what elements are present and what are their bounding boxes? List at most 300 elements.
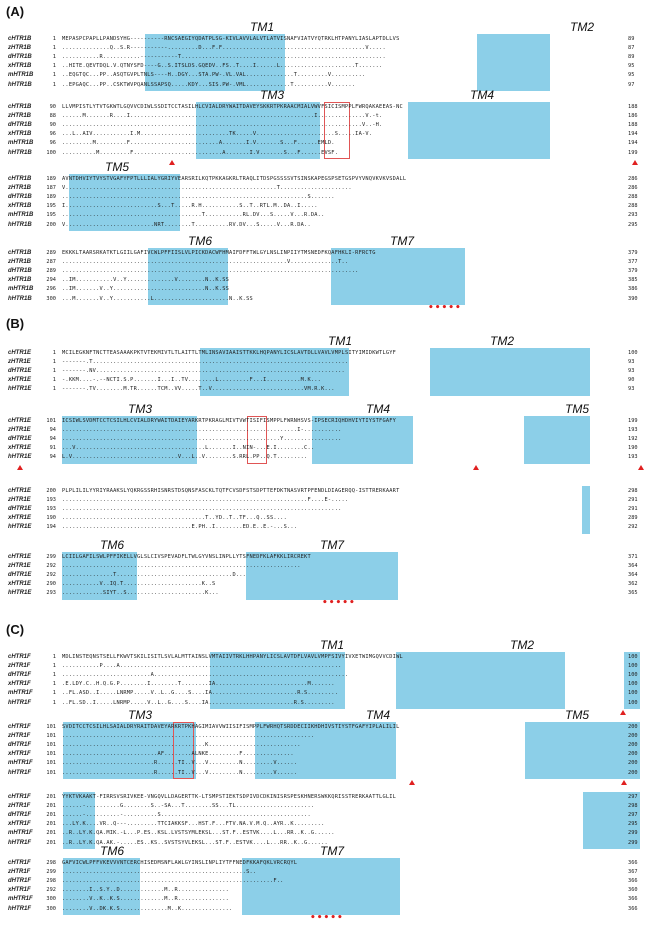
start-position: 1 xyxy=(52,350,56,356)
end-position: 298 xyxy=(628,803,638,810)
start-position: 187 xyxy=(46,185,56,192)
sequence-text: ..........M.........F..........................A.......I.V.......S...F......EVSF. xyxy=(62,149,339,156)
sequence-name: zHTR1F xyxy=(8,733,31,740)
sequence-row xyxy=(0,367,650,376)
sequence-name: dHTR1B xyxy=(8,268,32,275)
sequence-name: mHTR1B xyxy=(8,140,34,147)
end-position: 193 xyxy=(628,454,638,461)
tm-label: TM5 xyxy=(565,402,589,416)
start-position: 299 xyxy=(46,869,56,876)
end-position: 200 xyxy=(628,733,638,740)
sequence-name: hHTR1B xyxy=(8,149,32,156)
sequence-row xyxy=(0,376,650,385)
sequence-text: ................................................................Y................. xyxy=(62,436,342,443)
sequence-name: cHTR1B xyxy=(8,250,32,256)
sequence-name: xHTR1B xyxy=(8,277,32,284)
start-position: 287 xyxy=(46,259,56,266)
tm-label: TM6 xyxy=(100,538,124,552)
sequence-row xyxy=(0,184,650,193)
end-position: 299 xyxy=(628,830,638,837)
tm-label: TM7 xyxy=(390,234,414,248)
end-position: 200 xyxy=(628,724,638,730)
tm-label: TM2 xyxy=(510,638,534,652)
red-triangle-marker xyxy=(473,465,479,470)
sequence-row xyxy=(0,202,650,211)
start-position: 101 xyxy=(46,751,56,758)
sequence-text: MCILEGKNFTNCTTEASAAAKPKTVTEKMIVTLTLAITTLTMLINSAVIAAISTTKKLHQPANYLICSLAVTDLLVAVLVMPLSITYIMIDKWTLGYF xyxy=(62,350,397,356)
sequence-text: ..R..LY.K.QA.MIK.-L...P.ES..KSL.LVSTSYMLEKSL...ST.F..ESTVK....L...RR..K..G...... xyxy=(62,830,335,837)
alignment-block xyxy=(0,88,650,168)
sequence-text: PLPLILILYYRIYRAAKSLYQKRGSSRHISNRSTDSQNSFASCKLTQTFCVSDFSTSDPTTEFDKTNASVRTPFENDLDIAGERQQ-ISTTRERKAART xyxy=(62,488,400,494)
alignment-block xyxy=(0,160,650,240)
end-position: 364 xyxy=(628,572,638,579)
tm-label: TM1 xyxy=(320,638,344,652)
end-position: 386 xyxy=(628,286,638,293)
alignment-block xyxy=(0,844,650,924)
tm-label: TM5 xyxy=(565,708,589,722)
sequence-text: ...............T..................................D... xyxy=(62,572,247,579)
end-position: 188 xyxy=(628,122,638,129)
start-position: 1 xyxy=(52,36,56,42)
start-position: 1 xyxy=(52,654,56,660)
sequence-text: ........................................................................S....... xyxy=(62,194,335,201)
sequence-name: zHTR1E xyxy=(8,497,31,504)
end-position: 199 xyxy=(628,418,638,424)
sequence-row xyxy=(0,793,650,802)
sequence-text: ........V..K..K.S.............M..R............... xyxy=(62,896,230,903)
sequence-row xyxy=(0,444,650,453)
alignment-block xyxy=(0,708,650,788)
end-position: 97 xyxy=(628,81,635,88)
sequence-row xyxy=(0,759,650,768)
start-position: 201 xyxy=(46,794,56,800)
tm-label: TM3 xyxy=(260,88,284,102)
start-position: 101 xyxy=(46,733,56,740)
sequence-name: mHTR1F xyxy=(8,896,33,903)
sequence-row xyxy=(0,35,650,44)
start-position: 289 xyxy=(46,250,56,256)
sequence-row xyxy=(0,295,650,304)
sequence-row xyxy=(0,487,650,496)
end-position: 377 xyxy=(628,259,638,266)
end-position: 365 xyxy=(628,590,638,597)
sequence-row xyxy=(0,811,650,820)
sequence-name: xHTR1E xyxy=(8,377,32,384)
tm-label: TM6 xyxy=(188,234,212,248)
sequence-name: hHTR1E xyxy=(8,590,32,597)
end-position: 366 xyxy=(628,905,638,912)
end-position: 93 xyxy=(628,359,635,366)
sequence-row xyxy=(0,671,650,680)
sequence-text: ...L..AIV...........I.M..........................TK.....V.......................S.....IA-V. xyxy=(62,131,373,138)
end-position: 95 xyxy=(628,63,635,70)
sequence-name: xHTR1F xyxy=(8,681,31,688)
sequence-name: zHTR1E xyxy=(8,359,31,366)
end-position: 186 xyxy=(628,113,638,120)
start-position: 201 xyxy=(46,839,56,846)
start-position: 1 xyxy=(52,81,56,88)
sequence-text: ......................................................S.. xyxy=(62,869,257,876)
alignment-block xyxy=(0,334,650,405)
end-position: 200 xyxy=(628,742,638,749)
start-position: 189 xyxy=(46,194,56,201)
sequence-row xyxy=(0,553,650,562)
tm-label: TM2 xyxy=(570,20,594,34)
panel-1 xyxy=(0,4,650,316)
sequence-row xyxy=(0,562,650,571)
end-position: 89 xyxy=(628,54,635,61)
end-position: 194 xyxy=(628,140,638,147)
sequence-row xyxy=(0,662,650,671)
sequence-row xyxy=(0,249,650,258)
sequence-text: -------.TV........M.TR......TCM..VV.....T..V...........................VM.R.K... xyxy=(62,386,335,393)
sequence-row xyxy=(0,130,650,139)
start-position: 294 xyxy=(46,277,56,284)
sequence-row xyxy=(0,859,650,868)
sequence-name: hHTR1B xyxy=(8,221,32,228)
sequence-text: ...........P....A................................................................. xyxy=(62,663,342,670)
sequence-text: GAFVICWLPFFVKEVVVNTCERCHISEDMSNFLAWLGYINSLINPLIYTFFNEDFKKAFQKLVRCRQYL xyxy=(62,860,298,866)
sequence-row xyxy=(0,820,650,829)
sequence-row xyxy=(0,523,650,532)
sequence-name: mHTR1B xyxy=(8,212,34,219)
panel-3 xyxy=(0,622,650,945)
end-position: 190 xyxy=(628,445,638,452)
start-position: 201 xyxy=(46,830,56,837)
sequence-text: ..FL.ASD..I.....LNRMP.....V..L..G....S....IA.........................R.S......... xyxy=(62,690,339,697)
start-position: 195 xyxy=(46,212,56,219)
sequence-name: mHTR1F xyxy=(8,760,33,767)
start-position: 101 xyxy=(46,742,56,749)
sequence-row xyxy=(0,267,650,276)
sequence-text: YYKTVKAAKT-FIRRSVSRIVKEE-VNGQVLLDAGERTTK-LTSMPSTIEKTSDPIVDCDKINISRSPESKHNERSWKKQRISSTRERKAATTLGLIL xyxy=(62,794,397,800)
sequence-name: xHTR1E xyxy=(8,581,32,588)
sequence-text: ..IM.......V..Y...........................N..K.SS xyxy=(62,286,230,293)
sequence-name: dHTR1E xyxy=(8,368,32,375)
start-position: 101 xyxy=(46,769,56,776)
end-position: 366 xyxy=(628,860,638,866)
sequence-name: zHTR1E xyxy=(8,563,31,570)
sequence-name: xHTR1B xyxy=(8,131,32,138)
sequence-name: zHTR1F xyxy=(8,663,31,670)
end-position: 295 xyxy=(628,221,638,228)
sequence-row xyxy=(0,139,650,148)
sequence-name: cHTR1E xyxy=(8,350,32,356)
end-position: 371 xyxy=(628,554,638,560)
sequence-row xyxy=(0,496,650,505)
sequence-row xyxy=(0,175,650,184)
end-position: 193 xyxy=(628,427,638,434)
sequence-text: ......................................E.PH..I........ED.E..E.-...S... xyxy=(62,524,298,531)
sequence-name: hHTR1F xyxy=(8,839,31,846)
sequence-text: L.V...............................V...L..V........S.RRL.PP..Q.T......... xyxy=(62,454,308,461)
sequence-text: ......-..........G........S..-SA...T........SS...TL....................... xyxy=(62,803,315,810)
sequence-name: dHTR1B xyxy=(8,54,32,61)
start-position: 1 xyxy=(52,368,56,375)
end-position: 286 xyxy=(628,176,638,182)
sequence-text: -.KKM....-.--NCTI.S.P.......I...I..TV........L.........F...I..........M.K... xyxy=(62,377,322,384)
end-position: 360 xyxy=(628,887,638,894)
start-position: 1 xyxy=(52,359,56,366)
sequence-text: ..EQGTQC...PP..ASQTGVPLTNLS----H..DGY...STA.PW-.VL.VAL..............T.........V.......... xyxy=(62,72,366,79)
start-position: 1 xyxy=(52,663,56,670)
sequence-text: ..................................................................V..............T.. xyxy=(62,259,349,266)
sequence-row xyxy=(0,211,650,220)
sequence-name: mHTR1F xyxy=(8,830,33,837)
sequence-name: zHTR1B xyxy=(8,185,32,192)
end-position: 364 xyxy=(628,563,638,570)
sequence-name: cHTR1B xyxy=(8,176,32,182)
start-position: 193 xyxy=(46,497,56,504)
start-position: 292 xyxy=(46,887,56,894)
sequence-text: V..............................................................T..................... xyxy=(62,185,352,192)
sequence-text: MEPASPCPAPLLPANDSYHG----------RNCSAEGIYQDATPLSG-KIVLAVVLALVTLATVISNAFVIATVYQTRKLHTPANYLIASLAPTDLLVS xyxy=(62,36,400,42)
sequence-row xyxy=(0,680,650,689)
sequence-text: ICSIWLSVDMTCCTCSILHLCVIALDRYWAITDAIEYARKRTPKRAGLMIVTVWTISIFISMPPLFWRNHSVS-IPSECRIQHDHVIYTIYSTFGAFY xyxy=(62,418,397,424)
sequence-row xyxy=(0,886,650,895)
sequence-text: ...LY.K....VR..Q---.........TTCIAKKSF...HST.F...FTV.NA.V.M.Q..AYR..K......... xyxy=(62,821,325,828)
start-position: 201 xyxy=(46,821,56,828)
sequence-name: hHTR1B xyxy=(8,295,32,302)
sequence-text: .E.LDY.C..H.Q.G.P........I........T........IA...........................M....... xyxy=(62,681,335,688)
end-position: 100 xyxy=(628,699,638,706)
tm-label: TM6 xyxy=(100,844,124,858)
red-dots-marker: ••••• xyxy=(310,912,344,923)
end-position: 367 xyxy=(628,869,638,876)
sequence-text: V..........................NRT........T..........RV.DV...S.....V...R.DA.. xyxy=(62,221,311,228)
sequence-name: zHTR1F xyxy=(8,869,31,876)
sequence-name: hHTR1F xyxy=(8,769,31,776)
end-position: 379 xyxy=(628,268,638,275)
sequence-text: ........................................................................................V..-H. xyxy=(62,122,383,129)
sequence-row xyxy=(0,121,650,130)
sequence-text: ...........V..IQ.T.......................K..S xyxy=(62,581,216,588)
start-position: 300 xyxy=(46,295,56,302)
tm-label: TM4 xyxy=(366,708,390,722)
alignment-block xyxy=(0,402,650,473)
start-position: 289 xyxy=(46,268,56,275)
end-position: 291 xyxy=(628,506,638,513)
sequence-text: ...................................................................... xyxy=(62,563,301,570)
tm-label: TM4 xyxy=(470,88,494,102)
start-position: 195 xyxy=(46,203,56,210)
start-position: 90 xyxy=(49,104,56,110)
sequence-row xyxy=(0,285,650,294)
sequence-text: ...........R...........-----------T............................................................ xyxy=(62,54,386,61)
sequence-text: .......................................................................... xyxy=(62,733,315,740)
panel-label: (C) xyxy=(6,622,25,637)
start-position: 96 xyxy=(49,131,56,138)
alignment-block xyxy=(0,638,650,718)
panel-label: (B) xyxy=(6,316,25,331)
sequence-name: cHTR1F xyxy=(8,860,31,866)
sequence-text: ..........................................K........................... xyxy=(62,742,301,749)
sequence-text: SVDITCCTCSILHLSAIALDRYRAITDAVEYARKRTPKHAGIMIAVVWIISIFISMPPLFWRHQTSRDDECIIKHDHIVSTIYSTFGAFYIPLALILIL xyxy=(62,724,400,730)
start-position: 1 xyxy=(52,690,56,697)
end-position: 366 xyxy=(628,878,638,885)
end-position: 293 xyxy=(628,212,638,219)
start-position: 200 xyxy=(46,221,56,228)
sequence-text: ............................AF........ALNKE.........F............... xyxy=(62,751,294,758)
sequence-name: hHTR1E xyxy=(8,454,32,461)
start-position: 1 xyxy=(52,377,56,384)
end-position: 288 xyxy=(628,194,638,201)
sequence-row xyxy=(0,193,650,202)
sequence-text: AVNTDHVIYTVYSTVGAFYFPTLLLIALYGRIYVEARSRILKQTPKKAGKRLTRAQLITDSPGSSSSVTSINSKAPEGSPSETGSPVYVNQVKVKVSDALL xyxy=(62,176,407,182)
sequence-name: xHTR1E xyxy=(8,515,32,522)
sequence-name: xHTR1F xyxy=(8,751,31,758)
start-position: 90 xyxy=(49,122,56,129)
end-position: 289 xyxy=(628,515,638,522)
alignment-block xyxy=(0,234,650,314)
start-position: 1 xyxy=(52,672,56,679)
end-position: 379 xyxy=(628,250,638,256)
sequence-row xyxy=(0,689,650,698)
sequence-text: LCIILGAFILSWLPFFIKELLVGLSLCIVSPEVADFLTWLGYVNSLINPLLYTSFNEDFKLAFKKLIRCREKT xyxy=(62,554,311,560)
end-position: 298 xyxy=(628,488,638,494)
end-position: 200 xyxy=(628,751,638,758)
end-position: 100 xyxy=(628,681,638,688)
sequence-name: cHTR1F xyxy=(8,794,31,800)
start-position: 194 xyxy=(46,524,56,531)
start-position: 94 xyxy=(49,454,56,461)
start-position: 1 xyxy=(52,72,56,79)
sequence-name: cHTR1F xyxy=(8,654,31,660)
start-position: 88 xyxy=(49,113,56,120)
end-position: 292 xyxy=(628,524,638,531)
start-position: 201 xyxy=(46,803,56,810)
sequence-name: xHTR1F xyxy=(8,887,31,894)
sequence-text: ..IM...........V..Y..............V........N..K.SS xyxy=(62,277,230,284)
end-position: 200 xyxy=(628,760,638,767)
tm-label: TM1 xyxy=(250,20,274,34)
sequence-name: dHTR1B xyxy=(8,122,32,129)
sequence-text: .........M.........F..........................A.......I.V.......S...F......EMLD. xyxy=(62,140,335,147)
end-position: 87 xyxy=(628,45,635,52)
end-position: 390 xyxy=(628,295,638,302)
sequence-row xyxy=(0,741,650,750)
sequence-text: I...........................S...T.....R.H...........S..T..RTL.M..DA..I..... xyxy=(62,203,318,210)
end-position: 93 xyxy=(628,386,635,393)
end-position: 194 xyxy=(628,131,638,138)
sequence-text: ..R..LY.K.QA.AK.-.....ES..KS..SVSTSYVLEKSL...ST.F..ESTVK....L...RR..K..G...... xyxy=(62,839,328,846)
sequence-name: dHTR1F xyxy=(8,878,31,885)
sequence-text: .....................................................................I-........... xyxy=(62,427,342,434)
sequence-row xyxy=(0,258,650,267)
red-dots-marker: ••••• xyxy=(428,302,462,313)
end-position: 100 xyxy=(628,672,638,679)
tm-label: TM3 xyxy=(128,402,152,416)
sequence-name: cHTR1E xyxy=(8,418,32,424)
start-position: 1 xyxy=(52,386,56,393)
sequence-text: MDLINSTEQNSTSELLFKWVTSKILISITLSVLALMTTAINSLVMTAIIVTRKLHHPANYLICSLAVTDFLVAVLVMPFSIVYIVXETWIMGQVVCDIWL xyxy=(62,654,403,660)
sequence-name: zHTR1B xyxy=(8,45,32,52)
sequence-text: ......M.......R....I......................................................I..............V.-t. xyxy=(62,113,383,120)
sequence-row xyxy=(0,877,650,886)
sequence-text: ...V......................................L.......I..NIN-...E.I........C.. xyxy=(62,445,315,452)
sequence-text: ..............Q..S.R-----------.........D...F.F..........................................V..... xyxy=(62,45,386,52)
end-position: 100 xyxy=(628,654,638,660)
start-position: 300 xyxy=(46,905,56,912)
sequence-row xyxy=(0,732,650,741)
start-position: 298 xyxy=(46,860,56,866)
sequence-name: zHTR1E xyxy=(8,427,31,434)
start-position: 300 xyxy=(46,896,56,903)
sequence-row xyxy=(0,580,650,589)
start-position: 100 xyxy=(46,149,56,156)
end-position: 385 xyxy=(628,277,638,284)
sequence-row xyxy=(0,453,650,462)
start-position: 292 xyxy=(46,563,56,570)
end-position: 295 xyxy=(628,821,638,828)
end-position: 299 xyxy=(628,839,638,846)
sequence-text: ...........................R......TI..V...V.........N.........V...... xyxy=(62,769,298,776)
start-position: 193 xyxy=(46,506,56,513)
end-position: 362 xyxy=(628,581,638,588)
end-position: 366 xyxy=(628,896,638,903)
sequence-text: ..........................................T..YD..T..TF...Q..SS.... xyxy=(62,515,287,522)
tm-label: TM7 xyxy=(320,538,344,552)
sequence-text: ........V..DK.K.S..............M..K............... xyxy=(62,905,233,912)
sequence-name: dHTR1B xyxy=(8,194,32,201)
start-position: 296 xyxy=(46,286,56,293)
alignment-block xyxy=(0,472,650,543)
sequence-row xyxy=(0,103,650,112)
sequence-row xyxy=(0,112,650,121)
sequence-name: zHTR1B xyxy=(8,113,32,120)
sequence-row xyxy=(0,829,650,838)
sequence-text: -------.T........................................................................... xyxy=(62,359,349,366)
sequence-name: dHTR1F xyxy=(8,672,31,679)
end-position: 89 xyxy=(628,36,635,42)
sequence-text: .................................................................................. xyxy=(62,506,342,513)
red-triangle-marker xyxy=(638,465,644,470)
start-position: 293 xyxy=(46,590,56,597)
start-position: 298 xyxy=(46,878,56,885)
sequence-text: ..HITE.QEVTDQL.V.QTNYSFD----G..S.ITSLDS.GQEDV..FS..T....I......L......................T....... xyxy=(62,63,383,70)
sequence-row xyxy=(0,349,650,358)
sequence-row xyxy=(0,769,650,778)
end-position: 297 xyxy=(628,812,638,819)
sequence-row xyxy=(0,149,650,158)
start-position: 96 xyxy=(49,140,56,147)
sequence-text: ..FL.SD..I.....LNRMP.....V..L..G....S....IA.........................R.S......... xyxy=(62,699,335,706)
sequence-name: xHTR1B xyxy=(8,203,32,210)
tm-label: TM5 xyxy=(105,160,129,174)
red-triangle-marker xyxy=(17,465,23,470)
sequence-row xyxy=(0,71,650,80)
start-position: 101 xyxy=(46,760,56,767)
sequence-text: ......-..........-..........S............................................ xyxy=(62,812,311,819)
start-position: 94 xyxy=(49,427,56,434)
panel-label: (A) xyxy=(6,4,25,19)
sequence-name: cHTR1B xyxy=(8,104,32,110)
end-position: 288 xyxy=(628,203,638,210)
sequence-text: LLVMPISTLYTVTGKWTLGQVVCDIWLSSDITCCTASILHLCVIALDRYWAITDAVEYSKKRTPKRAACMIALVWVFSICISMPPLFWRQAKAEEAS-NC xyxy=(62,104,403,110)
sequence-name: hHTR1B xyxy=(8,81,32,88)
sequence-name: hHTR1E xyxy=(8,386,32,393)
start-position: 292 xyxy=(46,572,56,579)
sequence-row xyxy=(0,358,650,367)
end-position: 100 xyxy=(628,663,638,670)
sequence-row xyxy=(0,276,650,285)
sequence-text: ........I..S.Y..D.............M..R............... xyxy=(62,887,230,894)
start-position: 200 xyxy=(46,488,56,494)
end-position: 286 xyxy=(628,185,638,192)
end-position: 291 xyxy=(628,497,638,504)
sequence-row xyxy=(0,723,650,732)
sequence-name: xHTR1F xyxy=(8,821,31,828)
